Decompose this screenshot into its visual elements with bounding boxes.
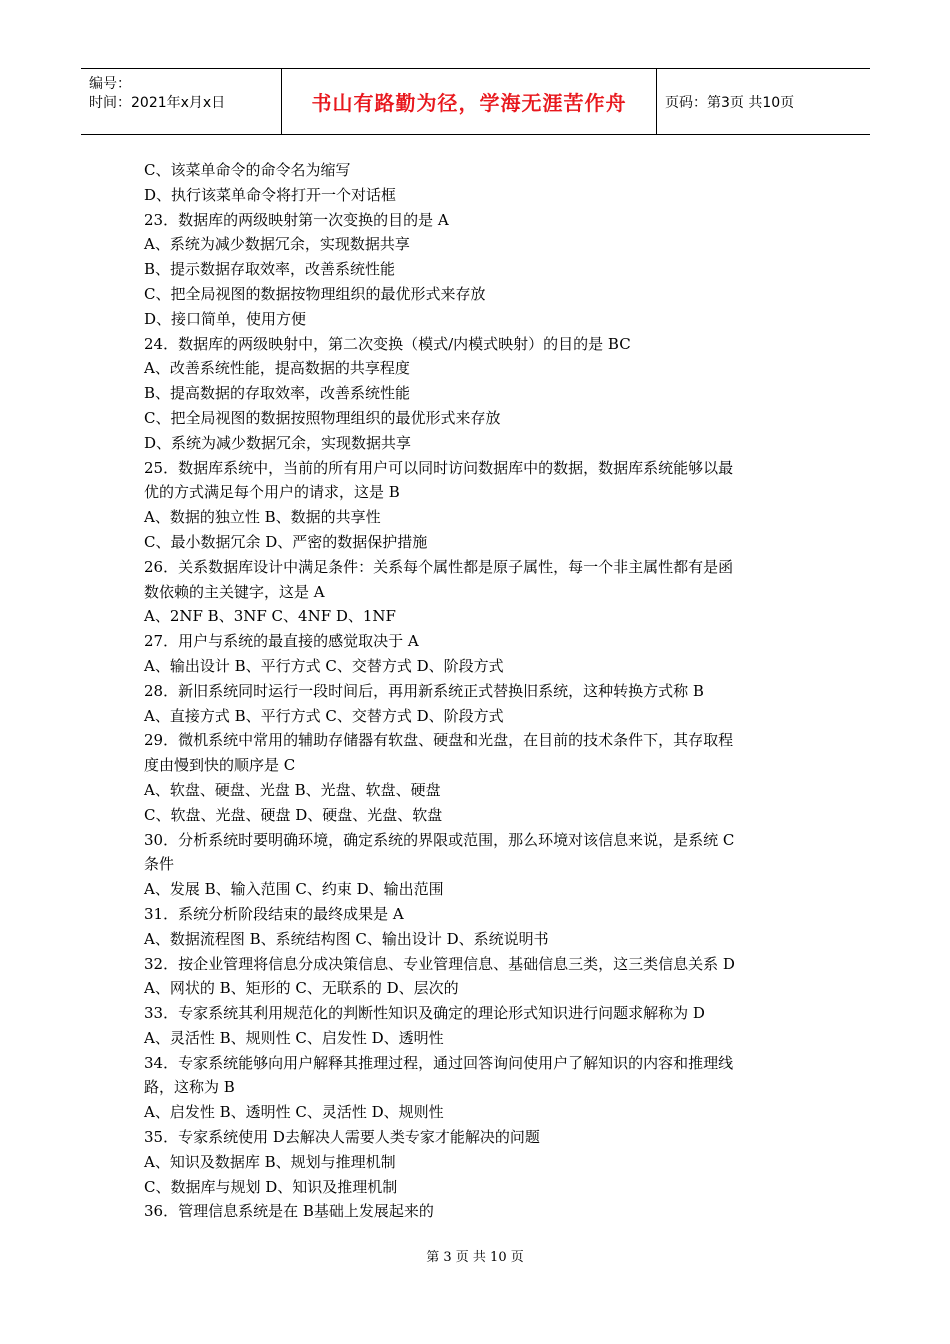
date-label: 时间：2021年x月x日 — [89, 95, 226, 111]
text-line: 33．专家系统其利用规范化的判断性知识及确定的理论形式知识进行问题求解称为 D — [144, 1004, 705, 1023]
text-line: 路，这称为 B — [144, 1078, 235, 1097]
text-line: 数依赖的主关键字，这是 A — [144, 582, 325, 601]
header-left-cell — [81, 69, 281, 134]
page-info: 页码：第3页 共10页 — [665, 94, 795, 111]
text-line: A、数据的独立性 B、数据的共享性 — [144, 508, 381, 527]
text-line: B、提高数据的存取效率，改善系统性能 — [144, 384, 411, 403]
text-line: A、软盘、硬盘、光盘 B、光盘、软盘、硬盘 — [144, 780, 441, 799]
motto-text: 书山有路勤为径，学海无涯苦作舟 — [311, 91, 627, 115]
text-line: 32．按企业管理将信息分成决策信息、专业管理信息、基础信息三类，这三类信息关系 D — [144, 954, 735, 973]
text-line: 28．新旧系统同时运行一段时间后，再用新系统正式替换旧系统，这种转换方式称 B — [144, 681, 704, 700]
header-right-cell — [657, 69, 870, 134]
text-line: 36．管理信息系统是在 B基础上发展起来的 — [144, 1202, 434, 1221]
text-line: 23．数据库的两级映射第一次变换的目的是 A — [144, 210, 449, 229]
text-line: 35．专家系统使用 D去解决人需要人类专家才能解决的问题 — [144, 1128, 540, 1147]
page-header — [81, 68, 870, 135]
text-line: A、网状的 B、矩形的 C、无联系的 D、层次的 — [144, 979, 459, 998]
document-body — [144, 158, 814, 1224]
text-line: C、把全局视图的数据按物理组织的最优形式来存放 — [144, 284, 486, 303]
header-middle-cell — [281, 69, 657, 134]
text-line: A、发展 B、输入范围 C、约束 D、输出范围 — [144, 880, 444, 899]
text-line: D、执行该菜单命令将打开一个对话框 — [144, 185, 397, 204]
text-line: C、把全局视图的数据按照物理组织的最优形式来存放 — [144, 408, 501, 427]
text-line: A、知识及数据库 B、规划与推理机制 — [144, 1152, 396, 1171]
text-line: C、最小数据冗余 D、严密的数据保护措施 — [144, 532, 428, 551]
text-line: A、直接方式 B、平行方式 C、交替方式 D、阶段方式 — [144, 706, 504, 725]
text-line: A、改善系统性能，提高数据的共享程度 — [144, 359, 410, 378]
text-line: A、2NF B、3NF C、4NF D、1NF — [144, 607, 396, 626]
text-line: 优的方式满足每个用户的请求，这是 B — [144, 483, 400, 502]
text-line: 34．专家系统能够向用户解释其推理过程，通过回答询问使用户了解知识的内容和推理线 — [144, 1053, 734, 1072]
text-line: A、系统为减少数据冗余，实现数据共享 — [144, 235, 410, 254]
text-line: D、接口简单，使用方便 — [144, 309, 307, 328]
text-line: A、数据流程图 B、系统结构图 C、输出设计 D、系统说明书 — [144, 929, 549, 948]
text-line: B、提示数据存取效率，改善系统性能 — [144, 260, 396, 279]
text-line: 24．数据库的两级映射中，第二次变换（模式/内模式映射）的目的是 BC — [144, 334, 631, 353]
page-footer: 第 3 页 共 10 页 — [426, 1250, 524, 1265]
text-line: 25．数据库系统中，当前的所有用户可以同时访问数据库中的数据，数据库系统能够以最 — [144, 458, 734, 477]
text-line: A、输出设计 B、平行方式 C、交替方式 D、阶段方式 — [144, 656, 504, 675]
number-label: 编号： — [89, 76, 131, 92]
text-line: 条件 — [144, 855, 175, 874]
text-line: C、该菜单命令的命令名为缩写 — [144, 161, 351, 179]
text-line: D、系统为减少数据冗余，实现数据共享 — [144, 433, 412, 452]
text-line: 度由慢到快的顺序是 C — [144, 756, 296, 775]
text-line: 31．系统分析阶段结束的最终成果是 A — [144, 904, 404, 923]
text-line: 27．用户与系统的最直接的感觉取决于 A — [144, 632, 419, 651]
text-line: C、数据库与规划 D、知识及推理机制 — [144, 1177, 398, 1196]
text-line: 30．分析系统时要明确环境，确定系统的界限或范围，那么环境对该信息来说，是系统 C — [144, 830, 735, 849]
text-line: A、灵活性 B、规则性 C、启发性 D、透明性 — [144, 1028, 444, 1047]
text-line: 29．微机系统中常用的辅助存储器有软盘、硬盘和光盘，在目前的技术条件下，其存取程 — [144, 731, 734, 750]
text-line: C、软盘、光盘、硬盘 D、硬盘、光盘、软盘 — [144, 805, 443, 824]
text-line: 26．关系数据库设计中满足条件：关系每个属性都是原子属性，每一个非主属性都有是函 — [144, 557, 734, 576]
text-line: A、启发性 B、透明性 C、灵活性 D、规则性 — [144, 1103, 444, 1122]
